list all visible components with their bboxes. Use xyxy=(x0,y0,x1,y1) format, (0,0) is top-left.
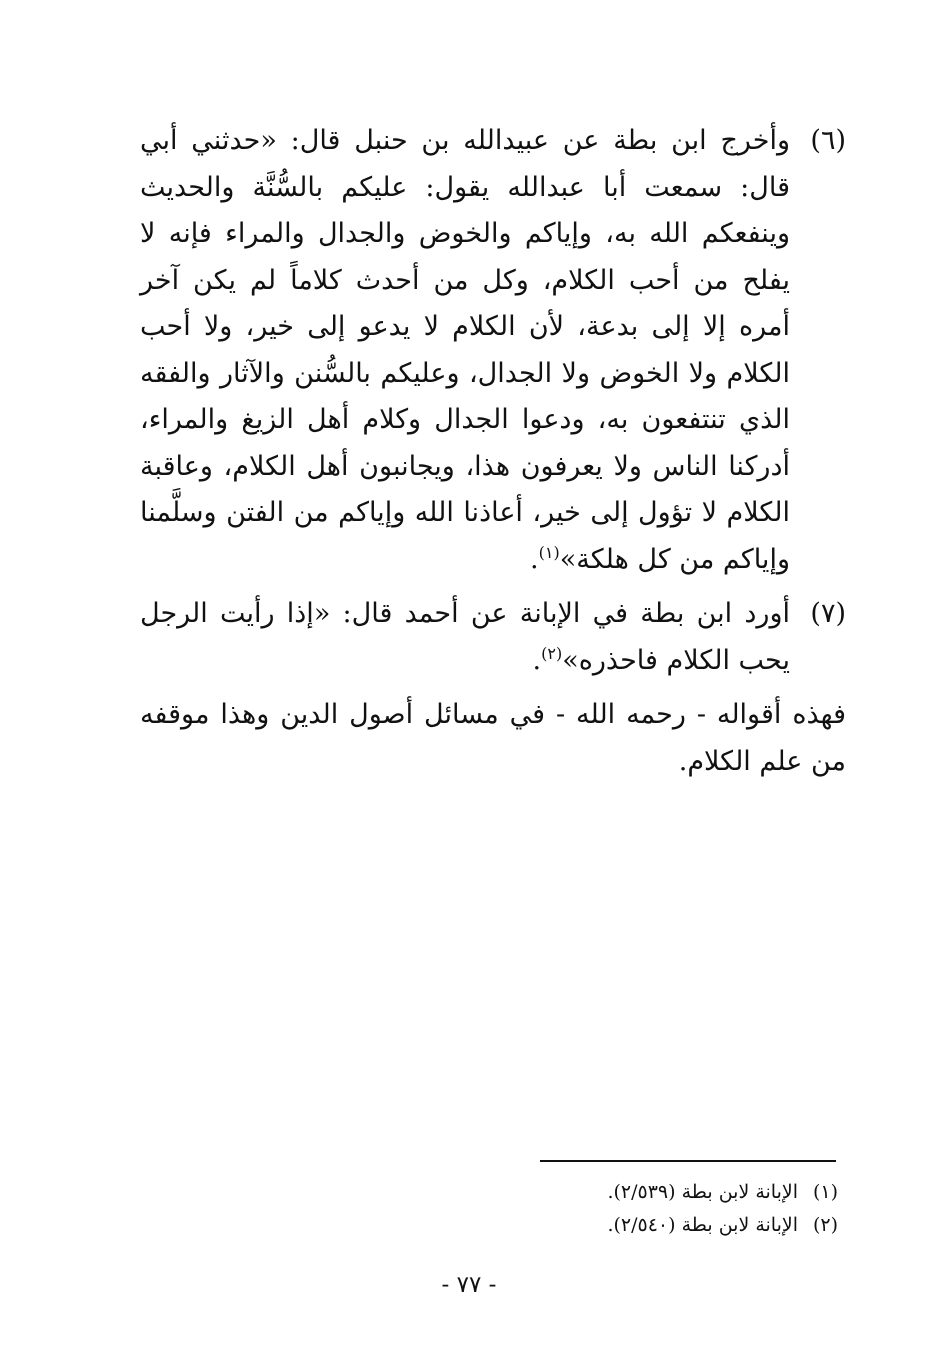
paragraph-end: . xyxy=(532,644,542,676)
footnotes xyxy=(338,1176,838,1242)
page-number: - ٧٧ - xyxy=(441,1272,497,1298)
numbered-paragraph-6 xyxy=(140,118,846,583)
paragraph-end: . xyxy=(530,543,539,575)
main-text xyxy=(140,118,846,785)
closing-paragraph: فهذه أقواله - رحمه الله - في مسائل أصول الدين وهذا موقفه من علم الكلام. xyxy=(140,699,846,777)
footnote-divider xyxy=(540,1160,836,1162)
footnote-1 xyxy=(338,1176,838,1209)
paragraph-text: وأخرج ابن بطة عن عبيدالله بن حنبل قال: «حدثني أبي قال: سمعت أبا عبدالله يقول: عليكم بالسُّنَّة والحديث وينفعكم الله به، وإياكم والخوض والجدال والمراء فإنه لا يفلح من أحب الكلام، وكل من أحدث كلاماً لم يكن آخر أمره إلا إلى بدعة، لأن الكلام لا يدعو إلى خير، ولا أحب الكلام ولا الخوض ولا الجدال، وعليكم بالسُّنن والآثار والفقه الذي تنتفعون به، ودعوا الجدال وكلام أهل الزيغ والمراء، أدركنا الناس ولا يعرفون هذا، ويجانبون أهل الكلام، وعاقبة الكلام لا تؤول إلى خير، أعاذنا الله وإياكم من الفتن وسلَّمنا وإياكم من كل هلكة» xyxy=(140,125,790,575)
paragraph-text: أورد ابن بطة في الإبانة عن أحمد قال: «إذا رأيت الرجل يحب الكلام فاحذره» xyxy=(140,598,790,676)
footnote-text: الإبانة لابن بطة (٢/٥٤٠). xyxy=(607,1214,798,1236)
footnote-2 xyxy=(338,1209,838,1242)
numbered-paragraph-7 xyxy=(140,591,846,684)
paragraph-number: (٦) xyxy=(810,125,846,156)
footnote-ref: (١) xyxy=(538,542,560,562)
footnote-number: (٢) xyxy=(812,1214,838,1236)
footnote-text: الإبانة لابن بطة (٢/٥٣٩). xyxy=(607,1181,798,1203)
footnote-ref: (٢) xyxy=(541,643,563,663)
footnote-number: (١) xyxy=(812,1181,838,1203)
paragraph-number: (٧) xyxy=(810,598,846,629)
